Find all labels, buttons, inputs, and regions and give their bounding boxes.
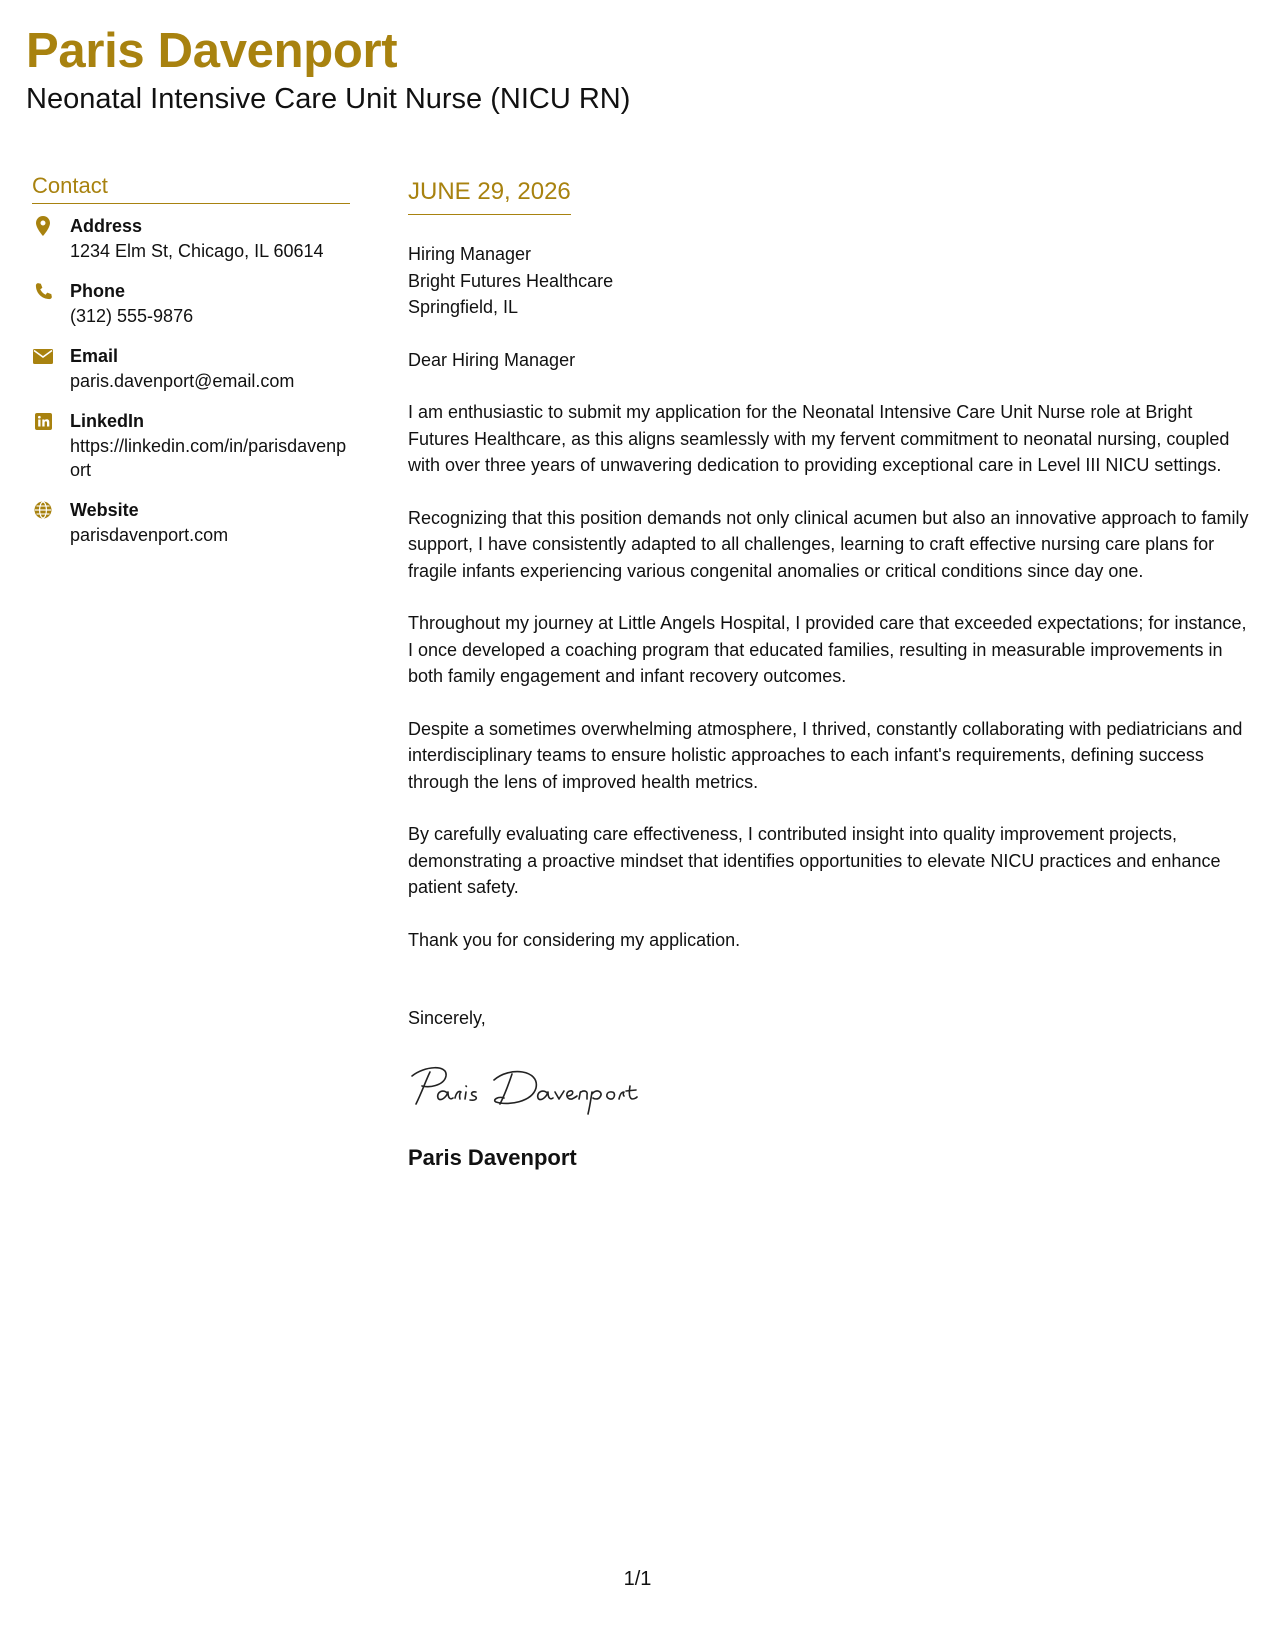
candidate-name: Paris Davenport [26, 24, 398, 78]
contact-label: Email [70, 346, 119, 366]
letter-paragraph: Throughout my journey at Little Angels Hospital, I provided care that exceeded expectations; for instance, I once developed a coaching program that educated families, resulting in measurable improvements in both family engagement and infant recovery outcomes. [408, 613, 1247, 686]
contact-label: Phone [70, 281, 126, 301]
recipient-line: Bright Futures Healthcare [408, 270, 614, 291]
contact-label: Address [70, 216, 143, 236]
salutation: Dear Hiring Manager [408, 349, 576, 370]
contact-value: paris.davenport@email.com [70, 371, 295, 391]
candidate-role: Neonatal Intensive Care Unit Nurse (NICU RN) [26, 83, 631, 115]
contact-item-linkedin [32, 409, 350, 482]
letter-date: JUNE 29, 2026 [408, 176, 571, 215]
letter-paragraph: Recognizing that this position demands not only clinical acumen but also an innovative approach to family support, I have consistently adapted to all challenges, learning to craft effective nursing care plans for fragile infants experiencing various congenital anomalies or critical conditions since day one. [408, 507, 1249, 581]
letter-paragraph: Thank you for considering my application. [408, 929, 741, 950]
header [26, 20, 630, 116]
linkedin-icon [32, 410, 54, 432]
location-pin-icon [32, 215, 54, 237]
globe-icon [32, 499, 54, 521]
contact-item-address [32, 214, 350, 263]
contact-item-website [32, 498, 350, 547]
envelope-icon [32, 345, 54, 367]
linkedin-link[interactable]: https://linkedin.com/in/parisdavenport [70, 436, 347, 480]
letter-body [408, 176, 1253, 1172]
contact-sidebar [32, 172, 350, 563]
handwritten-signature [408, 1062, 1253, 1118]
signed-name: Paris Davenport [408, 1144, 577, 1170]
phone-icon [32, 280, 54, 302]
recipient-block [408, 241, 1253, 321]
contact-item-phone [32, 279, 350, 328]
contact-label: LinkedIn [70, 411, 145, 431]
letter-paragraph: By carefully evaluating care effectiveness, I contributed insight into quality improvement projects, demonstrating a proactive mindset that identifies opportunities to elevate NICU practices and enhance patient safety. [408, 824, 1221, 897]
contact-value: 1234 Elm St, Chicago, IL 60614 [70, 241, 324, 261]
contact-label: Website [70, 500, 139, 520]
letter-paragraph: I am enthusiastic to submit my application for the Neonatal Intensive Care Unit Nurse role at Bright Futures Healthcare, as this aligns seamlessly with my fervent commitment to neonatal nursing, coupled with over three years of unwavering dedication to providing exceptional care in Level III NICU settings. [408, 402, 1230, 475]
letter-paragraph: Despite a sometimes overwhelming atmosphere, I thrived, constantly collaborating with pediatricians and interdisciplinary teams to ensure holistic approaches to each infant's requirements, defining success through the lens of improved health metrics. [408, 718, 1243, 792]
recipient-line: Springfield, IL [408, 297, 519, 317]
page-number: 1/1 [623, 1568, 652, 1590]
contact-heading: Contact [32, 172, 350, 204]
closing: Sincerely, [408, 1008, 486, 1028]
website-link[interactable]: parisdavenport.com [70, 525, 229, 545]
recipient-line: Hiring Manager [408, 244, 532, 264]
contact-value: (312) 555-9876 [70, 306, 194, 326]
contact-item-email [32, 344, 350, 393]
